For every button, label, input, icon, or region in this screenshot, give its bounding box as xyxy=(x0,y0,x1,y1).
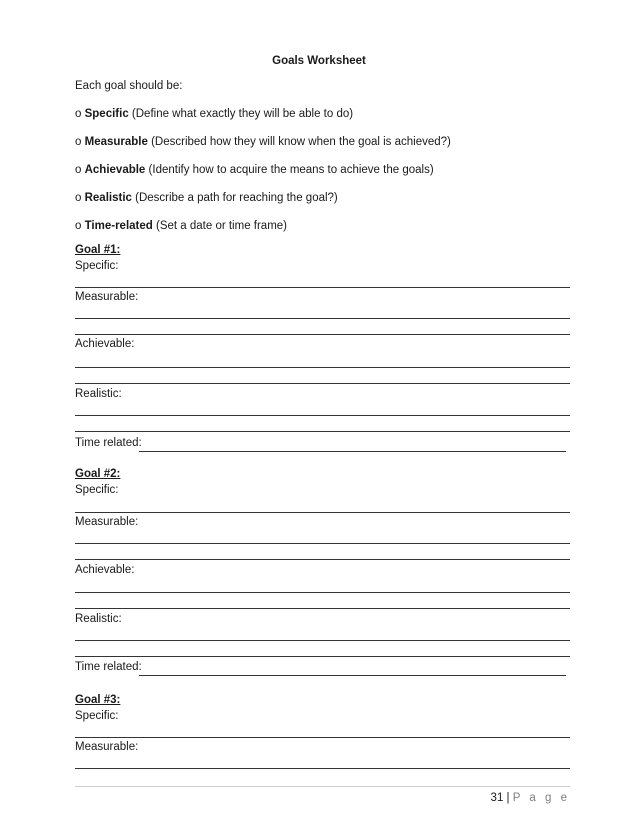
goal-2-specific-label: Specific: xyxy=(75,484,119,496)
criterion-bullet: o xyxy=(75,192,82,204)
goal-3-heading: Goal #3: xyxy=(75,694,121,706)
page-number: 31 xyxy=(490,792,504,804)
goal-2-achievable-line-1[interactable] xyxy=(75,592,570,593)
goal-1-achievable-label: Achievable: xyxy=(75,338,135,350)
criterion-desc: (Define what exactly they will be able to do) xyxy=(128,108,354,120)
criterion-desc: (Describe a path for reaching the goal?) xyxy=(131,192,338,204)
page-word: P a g e xyxy=(512,792,570,804)
goal-3-specific-line[interactable] xyxy=(75,737,570,738)
goal-2-time-related-label: Time related: xyxy=(75,661,142,673)
goal-2-achievable-label: Achievable: xyxy=(75,564,135,576)
goal-1-achievable-line-1[interactable] xyxy=(75,367,570,368)
page-title: Goals Worksheet xyxy=(272,55,366,67)
goal-2-measurable-line-1[interactable] xyxy=(75,543,570,544)
criterion-term: Time-related xyxy=(84,220,153,232)
goal-1-measurable-label: Measurable: xyxy=(75,291,139,303)
goal-1-achievable-line-2[interactable] xyxy=(75,383,570,384)
goal-1-heading: Goal #1: xyxy=(75,244,121,256)
goal-1-realistic-line-2[interactable] xyxy=(75,431,570,432)
criterion-desc: (Described how they will know when the goal is achieved?) xyxy=(147,136,451,148)
goal-2-achievable-line-2[interactable] xyxy=(75,608,570,609)
criterion-bullet: o xyxy=(75,164,82,176)
criterion-bullet: o xyxy=(75,220,82,232)
criterion-bullet: o xyxy=(75,108,82,120)
page-footer xyxy=(491,792,570,804)
footer-divider xyxy=(75,786,570,787)
goal-1-realistic-label: Realistic: xyxy=(75,388,122,400)
goal-3-measurable-line-1[interactable] xyxy=(75,768,570,769)
goal-1-specific-label: Specific: xyxy=(75,260,119,272)
goal-3-specific-label: Specific: xyxy=(75,710,119,722)
goal-2-realistic-line-2[interactable] xyxy=(75,656,570,657)
criterion-measurable xyxy=(75,136,451,148)
criterion-term: Realistic xyxy=(84,192,132,204)
criterion-desc: (Identify how to acquire the means to achieve the goals) xyxy=(145,164,434,176)
criterion-time-related xyxy=(75,220,287,232)
criterion-achievable xyxy=(75,164,434,176)
goal-1-measurable-line-1[interactable] xyxy=(75,318,570,319)
goal-1-measurable-line-2[interactable] xyxy=(75,334,570,335)
goal-1-realistic-line-1[interactable] xyxy=(75,415,570,416)
footer-separator: | xyxy=(506,792,510,804)
goal-2-realistic-label: Realistic: xyxy=(75,613,122,625)
criterion-desc: (Set a date or time frame) xyxy=(152,220,288,232)
criterion-specific xyxy=(75,108,353,120)
goal-2-specific-line[interactable] xyxy=(75,512,570,513)
goal-2-heading: Goal #2: xyxy=(75,468,121,480)
goal-1-specific-line[interactable] xyxy=(75,287,570,288)
criterion-term: Achievable xyxy=(84,164,146,176)
goal-3-measurable-label: Measurable: xyxy=(75,741,139,753)
goal-1-time-related-line[interactable] xyxy=(139,451,566,452)
goal-2-realistic-line-1[interactable] xyxy=(75,640,570,641)
goal-1-time-related-label: Time related: xyxy=(75,437,142,449)
goal-2-measurable-label: Measurable: xyxy=(75,516,139,528)
goal-2-time-related-line[interactable] xyxy=(139,675,566,676)
criterion-term: Measurable xyxy=(84,136,148,148)
goal-2-measurable-line-2[interactable] xyxy=(75,559,570,560)
criterion-term: Specific xyxy=(84,108,129,120)
intro-text: Each goal should be: xyxy=(75,80,183,92)
criterion-realistic xyxy=(75,192,338,204)
criterion-bullet: o xyxy=(75,136,82,148)
